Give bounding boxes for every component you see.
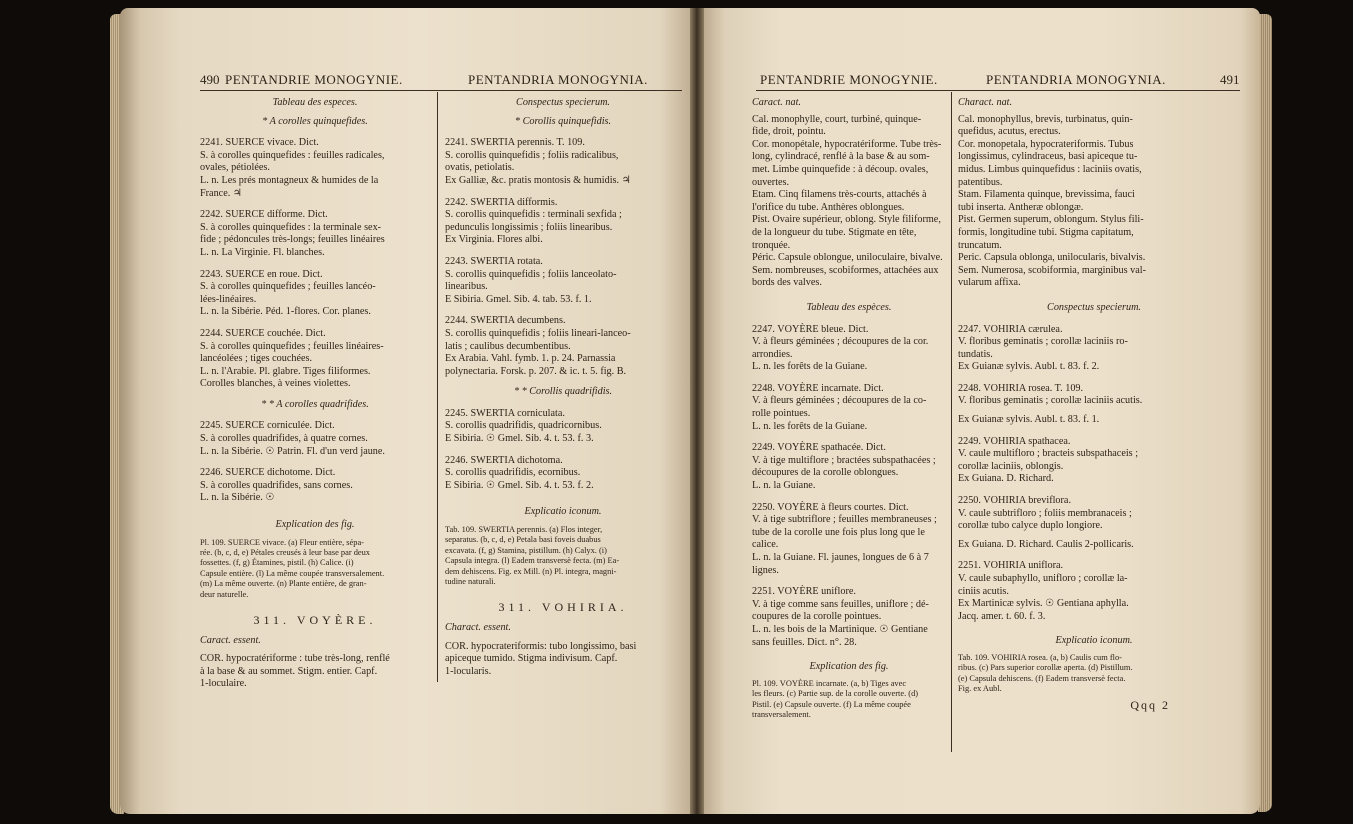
col4-entry-head: 2247. VOHIRIA cærulea.: [958, 323, 1063, 335]
col1-entry-head: 2242. SUERCE difforme. Dict.: [200, 209, 328, 221]
spacer: [200, 600, 430, 614]
col2-entry-line: E Sibiria. ☉ Gmel. Sib. 4. t. 53. f. 3.: [445, 433, 594, 445]
col1-entry-head: 2241. SUERCE vivace. Dict.: [200, 137, 319, 149]
col2-entry-line: S. corollis quadrifidis, ecornibus.: [445, 467, 581, 479]
col3-character-line: fide, droit, pointu.: [752, 126, 826, 138]
col1-character-line: 1-loculaire.: [200, 678, 247, 690]
right-column-divider: [951, 92, 952, 752]
col2-entry-line: E Sibiria. ☉ Gmel. Sib. 4. t. 53. f. 2.: [445, 479, 594, 491]
col2-entry-line: Ex Virginia. Flores albi.: [445, 234, 543, 246]
col3-entry-head: 2249. VOYÈRE spathacée. Dict.: [752, 442, 886, 454]
col3-character-line: Etam. Cinq filamens très-courts, attachés à: [752, 189, 927, 201]
col4-character-line: formis, longitudine tubi. Stigma capitatum,: [958, 226, 1134, 238]
col2-entry: [445, 408, 681, 446]
col3-entry-line: V. à tige comme sans feuilles, uniflore ; dé-: [752, 598, 929, 610]
col2-entry-head: 2242. SWERTIA difformis.: [445, 196, 558, 208]
spacer: [752, 649, 946, 661]
col1-entry-line: France. ♃: [200, 187, 242, 199]
col2-explanation-line: tudine naturali.: [445, 577, 496, 587]
spacer: [200, 627, 430, 635]
col4-character-line: longissimus, cylindraceus, basi apiceque tu-: [958, 151, 1138, 163]
col2-character-line: 1-locularis.: [445, 665, 492, 677]
col1-entry-line: L. n. la Sibérie. Péd. 1-flores. Cor. planes.: [200, 306, 371, 318]
col1-explanation-line: Capsule entière. (l) La même coupée transversalement.: [200, 568, 385, 578]
col3-entry-line: découpures de la corolle oblongues.: [752, 467, 899, 479]
col4-entry-line: Ex Guiana. D. Richard. Caulis 2-pollicaris.: [958, 538, 1134, 550]
col2-entry-line: S. corollis quinquefidis ; foliis lineari-lanceo-: [445, 327, 631, 339]
col1-character-line: COR. hypocratériforme : tube très-long, renflé: [200, 653, 390, 665]
col3-entry-line: L. n. la Guiane. Fl. jaunes, longues de 6 à 7: [752, 552, 929, 563]
col3-entry: [752, 442, 946, 492]
col1-explanation-line: (m) La même ouverte. (n) Plante entière, de gran-: [200, 579, 367, 589]
col4-entry-line: Ex Guiana. D. Richard.: [958, 473, 1054, 485]
col4-entry-line: Ex Martinicæ sylvis. ☉ Gentiana aphylla.: [958, 598, 1129, 610]
col2-explanation-title: Explicatio iconum.: [524, 506, 602, 518]
col2-entry: [445, 455, 681, 493]
col1-entry-line: L. n. Les prés montagneux & humides de la: [200, 174, 379, 186]
col4-character-line: Pist. Germen superum, oblongum. Stylus fili-: [958, 214, 1144, 226]
col2-subsection-2: * * Corollis quadrifidis.: [513, 386, 613, 398]
spacer: [200, 505, 430, 519]
col3-explanation-line: Pl. 109. VOYÈRE incarnate. (a, b) Tiges avec: [752, 678, 907, 688]
col2-entry: [445, 197, 681, 247]
col1-genus-title: 311. VOYÈRE.: [253, 613, 377, 628]
col4-entry-head: 2249. VOHIRIA spathacea.: [958, 435, 1071, 447]
col4-character-line: truncatum.: [958, 239, 1002, 251]
col1-entry-line: lancéolées ; tiges couchées.: [200, 353, 313, 365]
col1-entry-line: S. à corolles quinquefides : feuilles radicales,: [200, 149, 385, 161]
col1-entry-head: 2243. SUERCE en roue. Dict.: [200, 268, 323, 280]
col1-entry-head: 2246. SUERCE dichotome. Dict.: [200, 467, 336, 479]
col4-entry: [958, 383, 1230, 427]
col2-entry-line: S. corollis quinquefidis : terminali sexfida ;: [445, 209, 622, 221]
col1-entry-line: S. à corolles quadrifides, à quatre cornes.: [200, 433, 368, 445]
col3-character-line: tronquée.: [752, 239, 791, 251]
col1-entry-head: 2244. SUERCE couchée. Dict.: [200, 327, 326, 339]
col4-explanation-line: Fig. ex Aubl.: [958, 684, 1002, 694]
col4-explanation-line: (e) Capsula dehiscens. (f) Eadem transversè fecta.: [958, 673, 1126, 683]
col3-entry-line: calice.: [752, 539, 779, 551]
right-page-number: 491: [1220, 72, 1240, 87]
col1-character-title: Caract. essent.: [200, 634, 261, 646]
col4-entry-line: ciniis acutis.: [958, 585, 1009, 597]
col1-entry: [200, 269, 430, 319]
col2-title: Conspectus specierum.: [516, 97, 610, 108]
left-col1-header: PENTANDRIE MONOGYNIE.: [225, 72, 403, 87]
col4-entry-line: V. caule multifloro ; bracteis subspathaceis ;: [958, 448, 1139, 460]
col4-latin-characters: [958, 97, 1230, 711]
col1-entry-line: lées-linéaires.: [200, 293, 257, 305]
col1-subsection-2: * * A corolles quadrifides.: [261, 398, 369, 410]
right-col2-header: PENTANDRIA MONOGYNIA.: [986, 72, 1166, 87]
col4-entry-line: Jacq. amer. t. 60. f. 3.: [958, 610, 1046, 622]
col3-entry-line: lignes.: [752, 564, 779, 576]
col4-entry-line: V. caule subaphyllo, unifloro ; corollæ la-: [958, 573, 1128, 584]
col1-entry-line: S. à corolles quinquefides : la terminale sex-: [200, 221, 382, 233]
col4-character-line: Cal. monophyllus, brevis, turbinatus, quin-: [958, 113, 1133, 125]
right-col1-header: PENTANDRIE MONOGYNIE.: [760, 72, 938, 87]
col4-signature: Qqq 2: [1130, 697, 1170, 712]
col2-entry-line: polynectaria. Forsk. p. 207. & ic. t. 5. fig. B.: [445, 365, 627, 377]
col3-entry-line: rolle pointues.: [752, 408, 811, 420]
col1-entry-line: ovales, pétiolées.: [200, 162, 270, 174]
col3-character-line: long, cylindracé, renflé à la base & au som-: [752, 151, 930, 163]
col4-entry-line: corollæ laciniis, oblongis.: [958, 460, 1064, 472]
col4-entry-line: V. floribus geminatis ; corollæ laciniis acutis.: [958, 395, 1143, 407]
col3-character-line: de la longueur du tube. Stigmate en tête,: [752, 226, 917, 238]
col3-entry: [752, 586, 946, 649]
col4-character-line: Sem. Numerosa, scobiformia, marginibus val-: [958, 264, 1146, 276]
col3-entry-head: 2251. VOYÈRE uniflore.: [752, 586, 856, 598]
col3-character-line: ouvertes.: [752, 176, 790, 188]
col3-entry-line: tube de la corolle une fois plus long que le: [752, 526, 925, 538]
col4-title: Charact. nat.: [958, 97, 1013, 108]
col1-entry: [200, 328, 430, 391]
col4-entry: [958, 436, 1230, 486]
col2-entry-line: S. corollis quinquefidis ; foliis lanceolato-: [445, 268, 617, 280]
col3-entry-line: V. à tige multiflore ; bractées subspathacées ;: [752, 454, 936, 466]
col3-entry-line: V. à fleurs géminées ; découpures de la co-: [752, 395, 927, 407]
col4-character-line: Cor. monopetala, hypocrateriformis. Tubus: [958, 138, 1134, 150]
col3-explanation-title: Explication des fig.: [809, 661, 889, 673]
col2-entry-line: latis ; caulibus decumbentibus.: [445, 340, 571, 352]
col4-entry-line: tundatis.: [958, 348, 993, 360]
col4-character-line: tubi inserta. Antheræ oblongæ.: [958, 201, 1084, 213]
col2-explanation-line: dem dehiscens. Fig. ex Mill. (n) Pl. integra, magni-: [445, 566, 617, 576]
col2-entry-line: E Sibiria. Gmel. Sib. 4. tab. 53. f. 1.: [445, 293, 592, 305]
col3-entry: [752, 383, 946, 433]
col2-entry: [445, 137, 681, 187]
col3-character-line: l'orifice du tube. Anthères oblongues.: [752, 201, 905, 213]
spacer: [958, 623, 1230, 635]
col2-explanation-line: Capsula integra. (l) Eadem transversè fecta. (m) Ea-: [445, 556, 620, 566]
col2-entry-head: 2241. SWERTIA perennis. T. 109.: [445, 137, 585, 149]
col1-entry-line: L. n. la Sibérie. ☉: [200, 492, 275, 504]
col3-title: Caract. nat.: [752, 97, 801, 108]
col1-title: Tableau des especes.: [272, 97, 358, 108]
spacer: [752, 290, 946, 302]
col2-latin-conspectus: [445, 97, 681, 678]
col2-entry: [445, 315, 681, 378]
col1-entry: [200, 420, 430, 458]
col1-explanation-line: Pl. 109. SUERCE vivace. (a) Fleur entière, sépa-: [200, 537, 364, 547]
right-page-edges: [1258, 14, 1272, 812]
col2-explanation-line: excavata. (f, g) Stamina, pistillum. (h) Calyx. (i): [445, 545, 607, 555]
col3-explanation-line: transversalement.: [752, 709, 811, 719]
col4-character-line: quefidus, acutus, erectus.: [958, 126, 1061, 138]
col2-character-title: Charact. essent.: [445, 622, 511, 634]
col2-entry-head: 2245. SWERTIA corniculata.: [445, 407, 565, 419]
col1-entry: [200, 137, 430, 200]
col1-entry-line: L. n. La Virginie. Fl. blanches.: [200, 246, 325, 258]
col2-entry-line: ovatis, petiolatis.: [445, 162, 515, 174]
col3-character-line: Péric. Capsule oblongue, uniloculaire, bivalve.: [752, 252, 943, 264]
col3-entry: [752, 324, 946, 374]
col2-explanation-line: Tab. 109. SWERTIA perennis. (a) Flos integer,: [445, 525, 603, 535]
col4-explanation-title: Explicatio iconum.: [1055, 635, 1133, 647]
col1-explanation-title: Explication des fig.: [275, 519, 355, 531]
col1-french-table: [200, 97, 430, 691]
spacer: [445, 378, 681, 386]
col4-character-line: Peric. Capsula oblonga, unilocularis, bivalvis.: [958, 252, 1146, 264]
col3-entry-head: 2247. VOYÈRE bleue. Dict.: [752, 323, 869, 335]
col4-entry-head: 2250. VOHIRIA breviflora.: [958, 495, 1071, 507]
col2-entry-head: 2244. SWERTIA decumbens.: [445, 315, 566, 327]
col3-entry-head: 2248. VOYÈRE incarnate. Dict.: [752, 382, 884, 394]
col2-entry-line: pedunculis longissimis ; foliis linearibus.: [445, 221, 613, 233]
col1-explanation-line: fossettes. (f, g) Étamines, pistil. (h) Calice. (i): [200, 558, 354, 568]
col4-table-title: Conspectus specierum.: [1047, 301, 1141, 313]
col2-entry-line: S. corollis quadrifidis, quadricornibus.: [445, 420, 602, 432]
col4-character-line: patentibus.: [958, 176, 1003, 188]
col3-entry-line: V. à tige subtriflore ; feuilles membraneuses ;: [752, 514, 937, 526]
col3-entry-line: L. n. les forêts de la Guiane.: [752, 420, 868, 432]
col1-entry-line: S. à corolles quadrifides, sans cornes.: [200, 479, 353, 491]
left-col2-header: PENTANDRIA MONOGYNIA.: [468, 72, 648, 87]
col4-entry-line: V. caule subtrifloro ; foliis membranaceis ;: [958, 507, 1132, 519]
col3-character-line: Pist. Ovaire supérieur, oblong. Style filiforme,: [752, 214, 941, 226]
col3-table-title: Tableau des espèces.: [806, 301, 892, 313]
col4-character-line: vularum affixa.: [958, 277, 1021, 289]
col4-explanation-line: Tab. 109. VOHIRIA rosea. (a, b) Caulis cum flo-: [958, 652, 1122, 662]
col2-entry: [445, 256, 681, 306]
col3-character-line: Cal. monophylle, court, turbiné, quinque-: [752, 113, 922, 125]
col2-entry-line: Ex Arabia. Vahl. fymb. 1. p. 24. Parnassia: [445, 353, 616, 365]
col4-entry-head: 2251. VOHIRIA uniflora.: [958, 560, 1064, 572]
spacer: [200, 391, 430, 399]
col3-explanation-line: Pistil. (e) Capsule ouverte. (f) La même coupée: [752, 699, 911, 709]
col1-entry: [200, 209, 430, 259]
col1-entry-line: S. à corolles quinquefides ; feuilles linéaires-: [200, 340, 384, 352]
spacer: [958, 290, 1230, 302]
col1-entry-line: L. n. l'Arabie. Pl. glabre. Tiges filiformes.: [200, 365, 371, 377]
col3-entry-line: sans feuilles. Dict. n°. 28.: [752, 636, 857, 648]
col3-character-line: Cor. monopétale, hypocratériforme. Tube très-: [752, 138, 942, 150]
spacer: [445, 492, 681, 506]
col2-entry-line: linearibus.: [445, 281, 488, 293]
col1-entry-line: S. à corolles quinquefides ; feuilles lancéo-: [200, 281, 376, 293]
col1-entry-line: fide ; pédoncules très-longs; feuilles linéaires: [200, 234, 385, 246]
col3-character-line: bords des valves.: [752, 277, 822, 289]
col3-french-characters: [752, 97, 946, 720]
col2-subsection-1: * Corollis quinquefidis.: [514, 115, 612, 127]
col1-entry-line: Corolles blanches, à veines violettes.: [200, 378, 351, 390]
col1-entry: [200, 467, 430, 505]
left-page-number: 490: [200, 72, 220, 87]
col3-character-line: met. Limbe quinquefide : à découp. ovales,: [752, 163, 929, 175]
col2-explanation-line: separatus. (b, c, d, e) Petala basi foveis duabus: [445, 535, 601, 545]
col2-entry-head: 2243. SWERTIA rotata.: [445, 255, 543, 267]
col4-entry-line: corollæ tubo calyce duplo longiore.: [958, 520, 1103, 532]
col2-character-line: COR. hypocrateriformis: tubo longissimo, basi: [445, 640, 637, 652]
spacer: [445, 587, 681, 601]
col3-character-line: Sem. nombreuses, scobiformes, attachées aux: [752, 264, 939, 276]
col1-character-line: à la base & au sommet. Stigm. entier. Capf.: [200, 665, 378, 677]
col3-entry-line: L. n. les bois de la Martinique. ☉ Gentiane: [752, 623, 928, 635]
right-header-rule: [756, 90, 1240, 91]
col2-entry-line: S. corollis quinquefidis ; foliis radicalibus,: [445, 149, 619, 161]
col1-subsection-1: * A corolles quinquefides.: [262, 115, 368, 127]
col3-entry-head: 2250. VOYÈRE à fleurs courtes. Dict.: [752, 501, 909, 513]
col2-character-line: apiceque tumido. Stigma indivisum. Capf.: [445, 653, 618, 665]
col1-explanation-line: deur naturelle.: [200, 589, 249, 599]
col3-explanation-line: les fleurs. (c) Partie sup. de la corolle ouverte. (d): [752, 689, 919, 699]
col4-character-line: Stam. Filamenta quinque, brevissima, fauci: [958, 189, 1135, 201]
col2-genus-title: 311. VOHIRIA.: [498, 600, 628, 615]
col4-character-line: midus. Limbus quinquefidus : laciniis ovatis,: [958, 163, 1142, 175]
col1-entry-line: L. n. la Sibérie. ☉ Patrin. Fl. d'un verd jaune.: [200, 445, 385, 457]
col2-entry-head: 2246. SWERTIA dichotoma.: [445, 454, 563, 466]
col3-entry-line: V. à fleurs géminées ; découpures de la cor.: [752, 336, 929, 348]
left-column-divider: [437, 92, 438, 682]
col4-entry-line: Ex Guianæ sylvis. Aubl. t. 83. f. 1.: [958, 414, 1100, 426]
col3-entry-line: L. n. la Guiane.: [752, 480, 816, 492]
col4-entry-head: 2248. VOHIRIA rosea. T. 109.: [958, 382, 1084, 394]
col4-entry: [958, 324, 1230, 374]
col4-entry-line: V. floribus geminatis ; corollæ laciniis ro-: [958, 336, 1128, 348]
book-gutter: [690, 8, 704, 814]
spacer: [445, 614, 681, 622]
col2-entry-line: Ex Galliæ, &c. pratis montosis & humidis. ♃: [445, 174, 631, 186]
col4-entry: [958, 495, 1230, 551]
col1-explanation-line: rée. (b, c, d, e) Pétales creusés à leur base par deux: [200, 548, 370, 558]
col3-entry-line: coupures de la corolle pointues.: [752, 611, 882, 623]
col4-entry-line: Ex Guianæ sylvis. Aubl. t. 83. f. 2.: [958, 361, 1100, 373]
col4-entry: [958, 560, 1230, 623]
col3-entry-line: L. n. les forêts de la Guiane.: [752, 361, 868, 373]
left-header-rule: [200, 90, 682, 91]
col4-explanation-line: ribus. (c) Pars superior corollæ aperta. (d) Pistillum.: [958, 663, 1133, 673]
col1-entry-head: 2245. SUERCE corniculée. Dict.: [200, 420, 335, 432]
col3-entry-line: arrondies.: [752, 348, 793, 360]
col3-entry: [752, 502, 946, 578]
